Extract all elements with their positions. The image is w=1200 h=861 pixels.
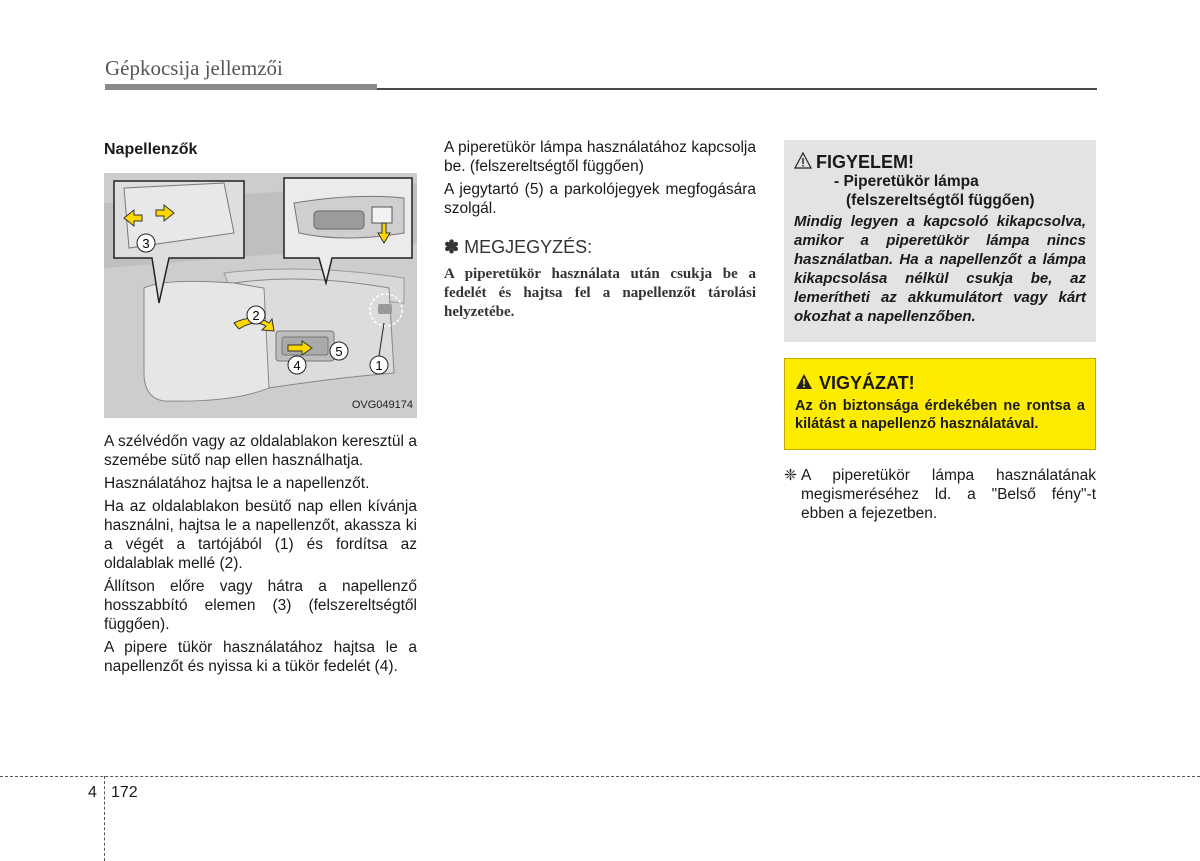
page-number: 172: [111, 784, 138, 801]
caution-title: VIGYÁZAT!: [819, 373, 915, 393]
left-paragraph-1: A szélvédőn vagy az oldalablakon keresztül a szemébe sütő nap ellen használhatja.: [104, 433, 417, 469]
header-rule-thin: [377, 88, 1097, 90]
callout-labels: [104, 173, 417, 418]
footer-vertical-rule: [104, 776, 105, 861]
sunvisor-illustration: [104, 173, 417, 418]
warning-subtitle-1: - Piperetükör lámpa: [834, 173, 979, 190]
warning-title: FIGYELEM!: [816, 152, 914, 172]
footnote-text: A piperetükör lámpa használatának megismeréséhez ld. a "Belső fény"-t ebben a fejezetben.: [801, 467, 1096, 522]
note-star-icon: ✽: [444, 237, 460, 257]
callout-1: 1: [375, 358, 383, 373]
footnote: [784, 466, 1096, 523]
note-heading-label: MEGJEGYZÉS:: [464, 237, 593, 257]
callout-4: 4: [293, 358, 301, 373]
footnote-mark-icon: ❈: [784, 467, 797, 484]
caution-text: Az ön biztonsága érdekében ne rontsa a kilátást a napellenző használatával.: [795, 398, 1085, 432]
left-paragraph-2: Használatához hajtsa le a napellenzőt.: [104, 475, 370, 492]
caution-box: [784, 358, 1096, 450]
warning-triangle-icon: [794, 152, 812, 169]
right-column: [784, 140, 1096, 523]
middle-column: [444, 138, 756, 326]
middle-paragraph-2: A jegytartó (5) a parkolójegyek megfogására szolgál.: [444, 181, 756, 217]
figure-code: OVG049174: [351, 399, 413, 411]
footer-dashed-rule: [0, 776, 1200, 777]
note-heading: [444, 238, 756, 257]
warning-subtitle-2: (felszereltségtől függően): [846, 192, 1035, 209]
chapter-number: 4: [88, 784, 97, 801]
warning-text: Mindig legyen a kapcsoló kikapcsolva, amikor a piperetükör lámpa nincs használatban. Ha a napellenzőt a lámpa kikapcsolása nélkül csukja be, az lemerítheti az akkumulátort vagy kárt okozhat a napellenzőben.: [794, 213, 1086, 325]
caution-title-row: [795, 373, 1085, 393]
warning-box: [784, 140, 1096, 342]
left-paragraph-4: Állítson előre vagy hátra a napellenző hosszabbító elemen (3) (felszereltségtől függően).: [104, 578, 417, 633]
callout-2: 2: [252, 308, 260, 323]
header-rule-thick: [105, 84, 377, 90]
note-text: A piperetükör használata után csukja be a fedelét és hajtsa fel a napellenzőt tárolási helyzetébe.: [444, 266, 756, 320]
left-column: [104, 140, 417, 680]
callout-5: 5: [335, 344, 343, 359]
left-paragraph-5: A pipere tükör használatához hajtsa le a napellenzőt és nyissa ki a tükör fedelét (4).: [104, 639, 417, 675]
middle-paragraph-1: A piperetükör lámpa használatához kapcsolja be. (felszereltségtől függően): [444, 139, 756, 175]
left-paragraph-3: Ha az oldalablakon besütő nap ellen kívánja használni, hajtsa le a napellenzőt, akassza ki a végét a tartójából (1) és fordítsa az oldalablak mellé (2).: [104, 498, 417, 572]
page-header-title: Gépkocsija jellemzői: [105, 56, 283, 80]
section-heading: Napellenzők: [104, 141, 198, 158]
callout-3: 3: [142, 236, 150, 251]
caution-triangle-icon: [795, 373, 813, 390]
warning-title-row: [794, 152, 1086, 172]
